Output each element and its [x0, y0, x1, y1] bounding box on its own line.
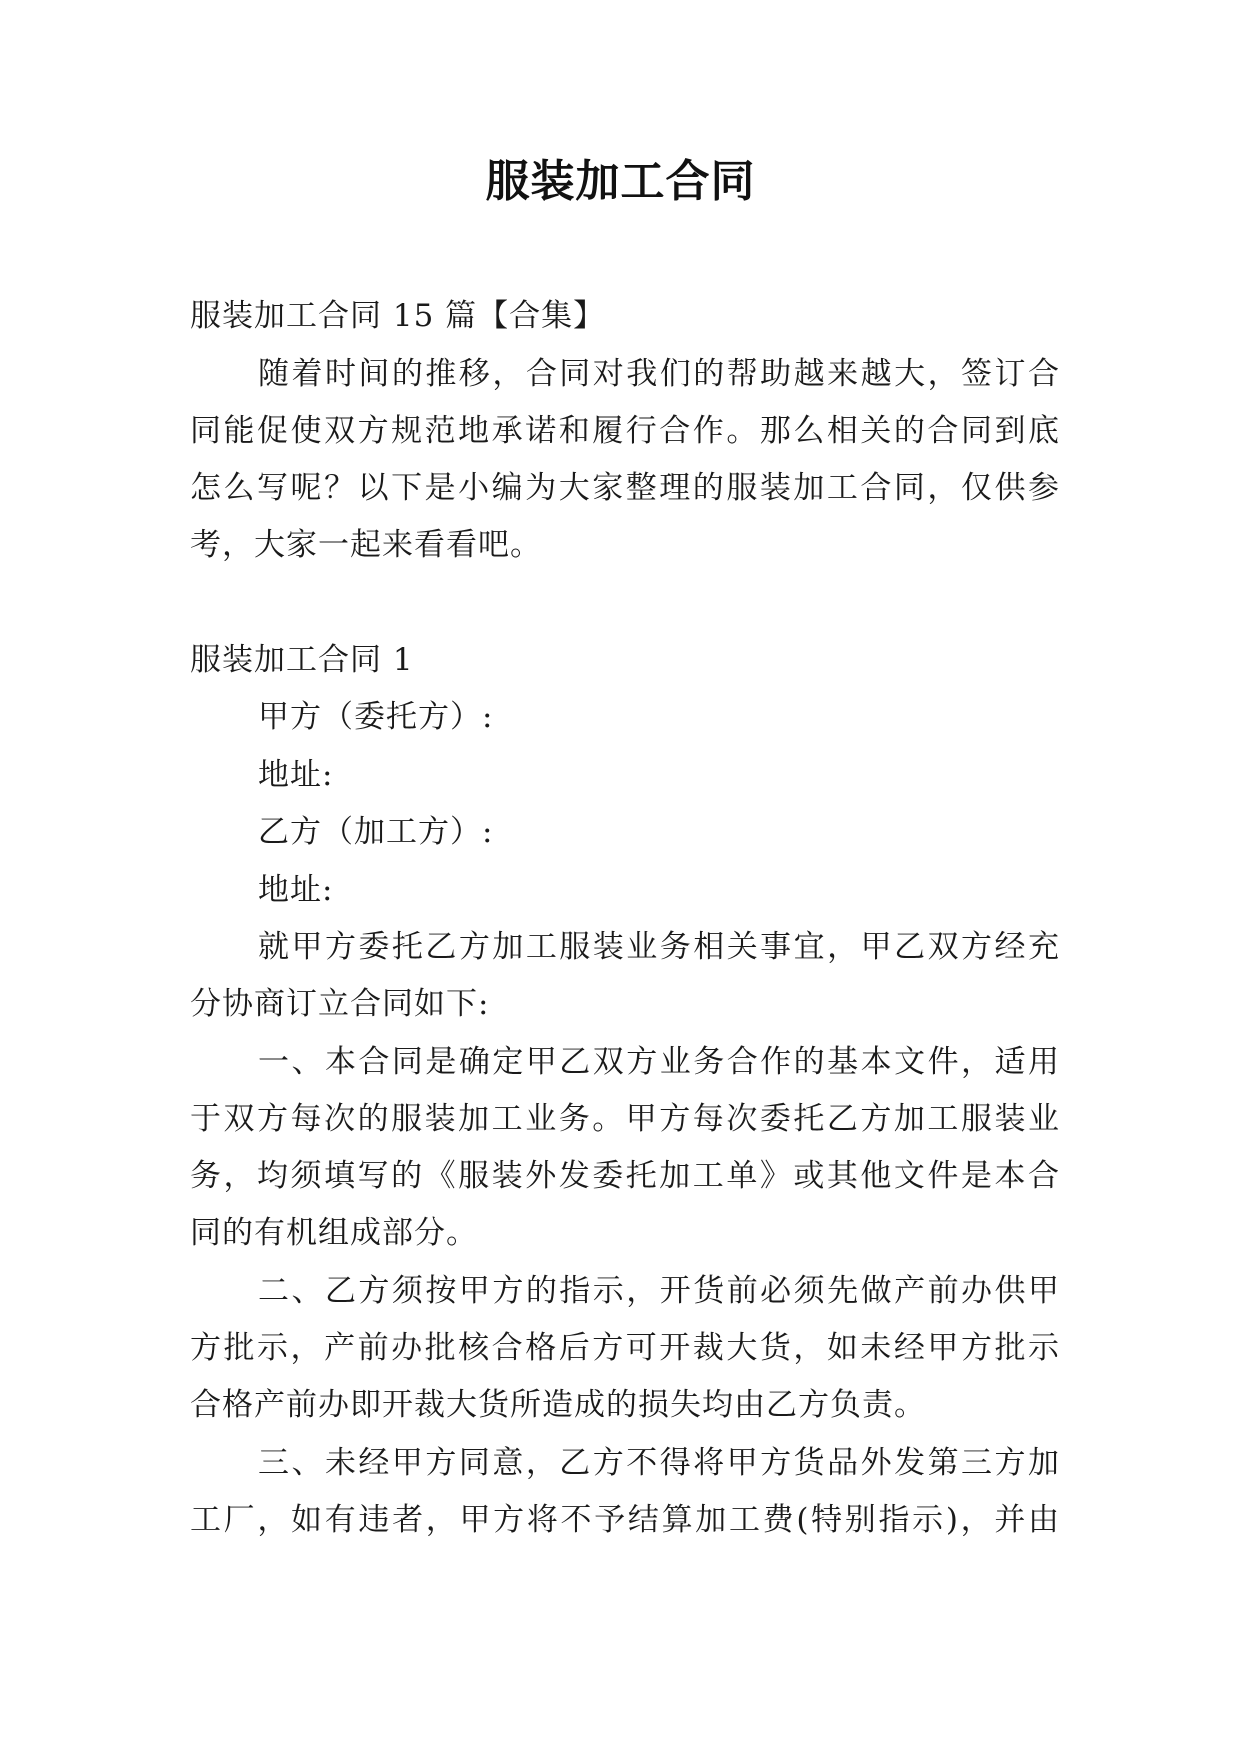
party-b-address-label: 地址: — [258, 872, 334, 908]
clause-1-line: 同的有机组成部分。 — [190, 1215, 478, 1251]
clause-1-line: 于双方每次的服装加工业务。甲方每次委托乙方加工服装业 — [190, 1101, 1060, 1137]
clause-1-line: 务，均须填写的《服装外发委托加工单》或其他文件是本合 — [190, 1158, 1060, 1194]
document-title: 服装加工合同 — [485, 156, 756, 207]
intro-paragraph-line: 怎么写呢？以下是小编为大家整理的服装加工合同，仅供参 — [190, 470, 1060, 506]
party-a-label: 甲方（委托方）: — [258, 699, 494, 735]
intro-paragraph-line: 随着时间的推移，合同对我们的帮助越来越大，签订合 — [258, 356, 1060, 392]
clause-2-line: 合格产前办即开裁大货所造成的损失均由乙方负责。 — [190, 1387, 926, 1423]
clause-2-line: 方批示，产前办批核合格后方可开裁大货，如未经甲方批示 — [190, 1330, 1060, 1366]
clause-1-line: 一、本合同是确定甲乙双方业务合作的基本文件，适用 — [258, 1044, 1060, 1080]
intro-paragraph-line: 考，大家一起来看看吧。 — [190, 527, 542, 563]
clause-3-line: 三、未经甲方同意，乙方不得将甲方货品外发第三方加 — [258, 1445, 1060, 1481]
party-b-label: 乙方（加工方）: — [258, 814, 494, 850]
preamble-line: 就甲方委托乙方加工服装业务相关事宜，甲乙双方经充 — [258, 929, 1060, 965]
section-heading: 服装加工合同 1 — [190, 642, 414, 678]
clause-2-line: 二、乙方须按甲方的指示，开货前必须先做产前办供甲 — [258, 1273, 1060, 1309]
intro-paragraph-line: 同能促使双方规范地承诺和履行合作。那么相关的合同到底 — [190, 413, 1060, 449]
preamble-line: 分协商订立合同如下: — [190, 986, 490, 1022]
clause-3-line: 工厂，如有违者，甲方将不予结算加工费(特别指示)，并由 — [190, 1502, 1060, 1538]
collection-heading: 服装加工合同 15 篇【合集】 — [190, 298, 606, 334]
party-a-address-label: 地址: — [258, 757, 334, 793]
